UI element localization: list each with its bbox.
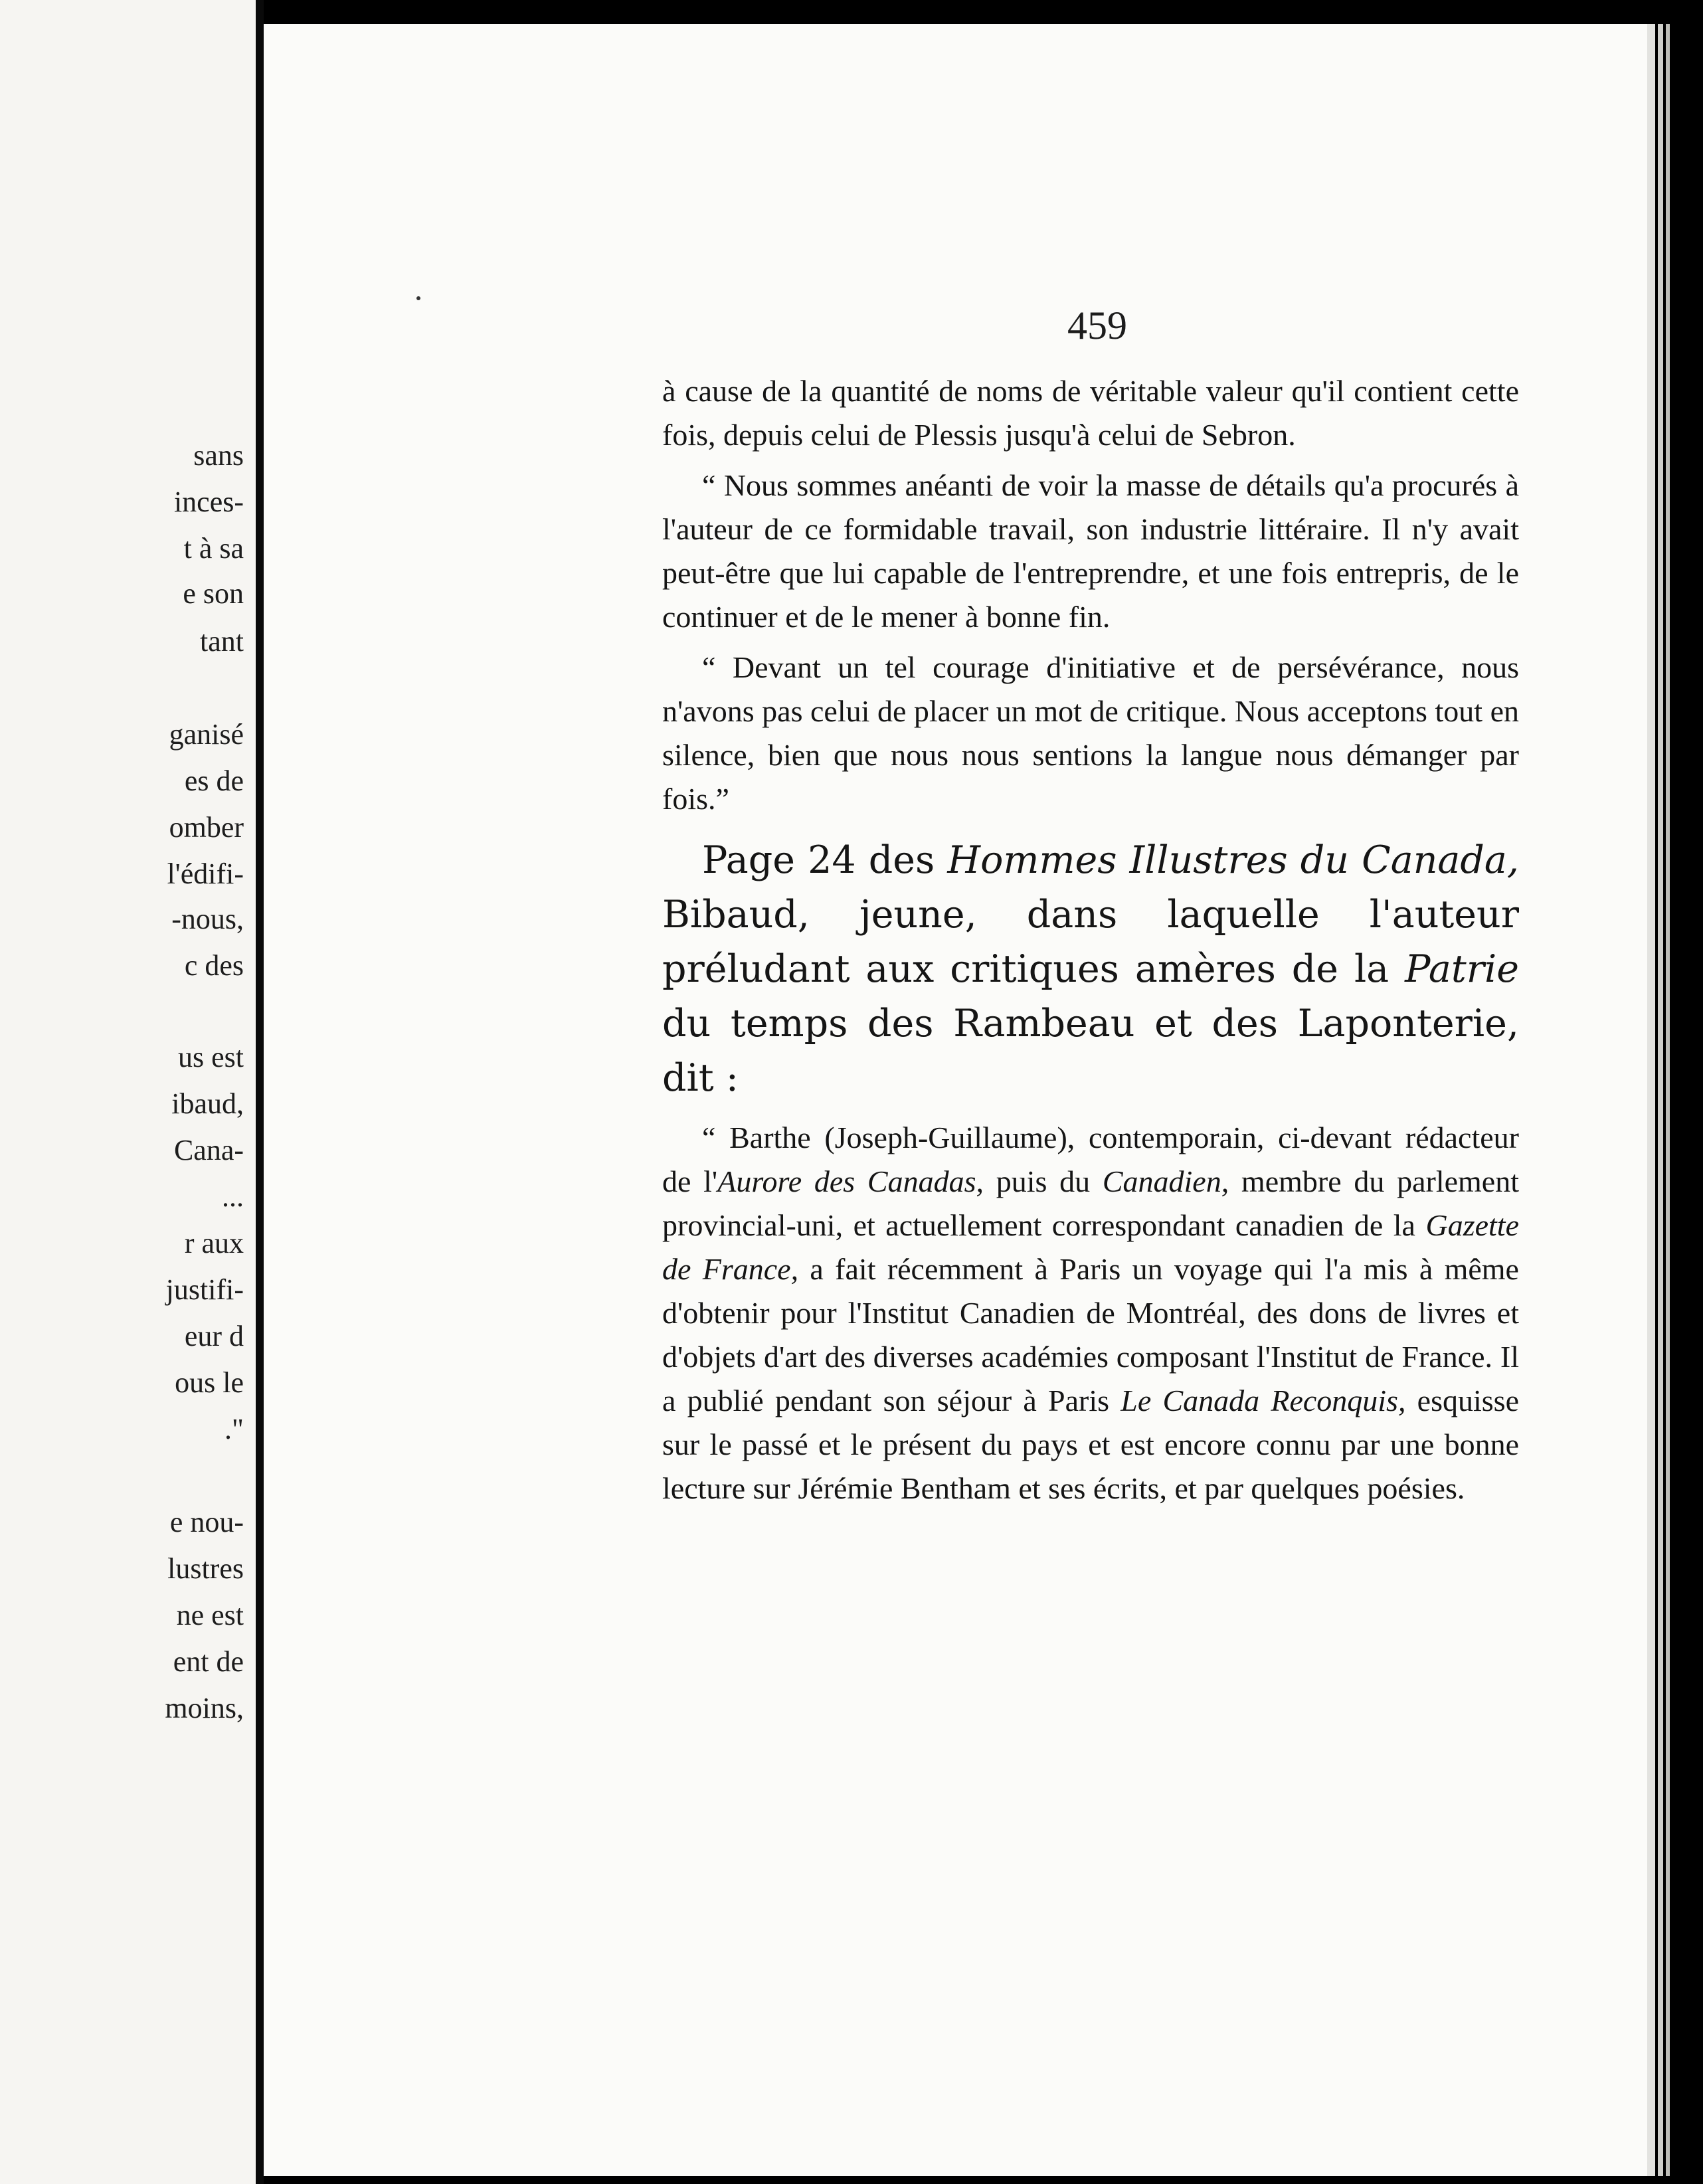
left-page-line: e son [183, 577, 244, 610]
left-page-line: ous le [175, 1366, 244, 1399]
left-page-line: -nous, [171, 903, 244, 935]
left-page-line: es de [184, 765, 244, 797]
large-paragraph: Page 24 des Hommes Illustres du Canada, Bibaud, jeune, dans laquelle l'auteur préludant aux critiques amères de la Patrie du temps des Rambeau et des Laponterie, dit : [662, 838, 1519, 1100]
left-page-line: ne est [176, 1599, 244, 1631]
left-page-line: t à sa [183, 532, 244, 565]
page-number: 459 [1067, 304, 1127, 347]
left-page-line: ganisé [169, 718, 244, 751]
italic-book-title: Hommes Illustres du Canada, [947, 838, 1519, 882]
left-page-line: tant [200, 625, 244, 658]
paragraph-1: à cause de la quantité de noms de véritable valeur qu'il contient cette fois, depuis celui de Plessis jusqu'à celui de Sebron. [662, 374, 1519, 452]
left-page-line: c des [184, 949, 244, 982]
page-edge-3 [1666, 24, 1670, 2176]
left-page-line: ... [222, 1180, 244, 1213]
left-page-line: moins, [165, 1692, 244, 1724]
left-page-line: eur d [184, 1320, 244, 1352]
italic-newspaper-title: Patrie [1405, 947, 1519, 991]
paragraph-2: “ Nous sommes anéanti de voir la masse de détails qu'a procurés à l'auteur de ce formidable travail, son industrie littéraire. Il n'y avait peut-être que lui capable de l'entreprendre, et une fois entrepris, de le continuer et de le mener à bonne fin. [662, 468, 1519, 634]
left-page-line: lustres [167, 1552, 244, 1585]
left-page-line: r aux [184, 1227, 244, 1259]
quote-paragraph: “ Barthe (Joseph-Guillaume), contemporain, ci-devant rédacteur de l'Aurore des Canadas, puis du Canadien, membre du parlement provincial-uni, et actuellement correspondant canadien de la Gazette de France, a fait récemment à Paris un voyage qui l'a mis à même d'obtenir pour l'Institut Canadien de Montréal, des dons de livres et d'objets d'art des diverses académies composant l'Institut de France. Il a publié pendant son séjour à Paris Le Canada Reconquis, esquisse sur le passé et le présent du pays et est encore connu par une bonne lecture sur Jérémie Bentham et ses écrits, et par quelques poésies. [662, 1121, 1519, 1505]
left-page-line: inces- [173, 486, 244, 518]
left-page-line: Cana- [173, 1134, 244, 1166]
left-page-line: omber [169, 811, 244, 844]
left-page-line: us est [178, 1041, 244, 1073]
left-page-line: ibaud, [171, 1087, 244, 1120]
right-page [264, 24, 1647, 2176]
page-edge-2 [1658, 24, 1663, 2176]
left-page-line: ent de [173, 1645, 244, 1678]
left-page-line: l'édifi- [167, 858, 244, 890]
book-gutter [256, 0, 264, 2184]
left-page-line: e nou- [169, 1506, 244, 1538]
speck [416, 296, 420, 300]
page-text [662, 369, 1519, 1517]
left-page-line: justifi- [165, 1273, 244, 1306]
left-facing-page [0, 0, 256, 2184]
paragraph-3: “ Devant un tel courage d'initiative et de persévérance, nous n'avons pas celui de placer un mot de critique. Nous acceptons tout en silence, bien que nous nous sentions la langue nous démanger par fois.” [662, 650, 1519, 816]
left-page-line: ." [224, 1413, 244, 1445]
page-edge-1 [1647, 24, 1655, 2176]
left-page-line: sans [193, 439, 244, 472]
